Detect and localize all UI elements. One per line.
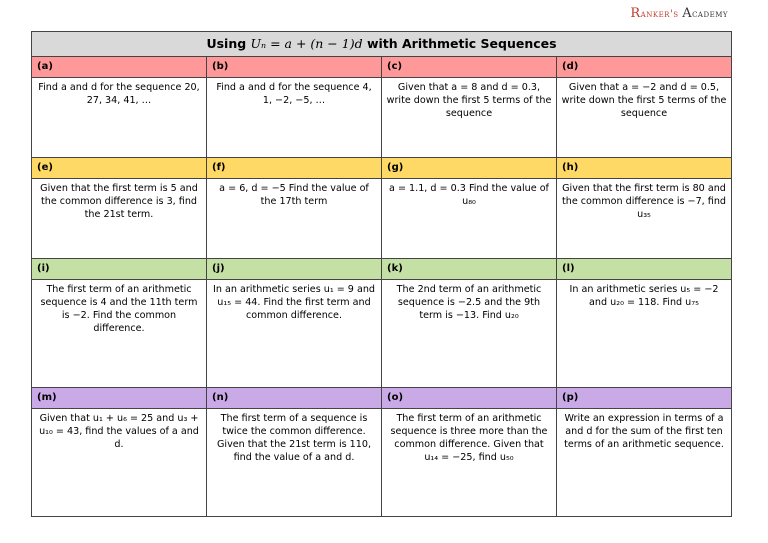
- label-m: (m): [32, 388, 207, 409]
- question-f: a = 6, d = −5 Find the value of the 17th term: [207, 179, 382, 259]
- label-l: (l): [557, 259, 732, 280]
- question-l: In an arithmetic series u₅ = −2 and u₂₀ = 118. Find u₇₅: [557, 280, 732, 388]
- label-e: (e): [32, 158, 207, 179]
- title-suffix: with Arithmetic Sequences: [362, 36, 557, 51]
- label-f: (f): [207, 158, 382, 179]
- brand-initial-a: A: [682, 6, 693, 21]
- label-i: (i): [32, 259, 207, 280]
- question-m: Given that u₁ + u₆ = 25 and u₃ + u₁₀ = 43, find the values of a and d.: [32, 409, 207, 517]
- label-c: (c): [382, 57, 557, 78]
- title-formula: Uₙ = a + (n − 1)d: [250, 36, 363, 51]
- label-j: (j): [207, 259, 382, 280]
- question-e: Given that the first term is 5 and the common difference is 3, find the 21st term.: [32, 179, 207, 259]
- label-h: (h): [557, 158, 732, 179]
- label-o: (o): [382, 388, 557, 409]
- question-i: The first term of an arithmetic sequence is 4 and the 11th term is −2. Find the common difference.: [32, 280, 207, 388]
- question-a: Find a and d for the sequence 20, 27, 34, 41, …: [32, 78, 207, 158]
- question-d: Given that a = −2 and d = 0.5, write down the first 5 terms of the sequence: [557, 78, 732, 158]
- worksheet-table: [31, 31, 732, 517]
- question-p: Write an expression in terms of a and d for the sum of the first ten terms of an arithmetic sequence.: [557, 409, 732, 517]
- label-k: (k): [382, 259, 557, 280]
- label-a: (a): [32, 57, 207, 78]
- question-b: Find a and d for the sequence 4, 1, −2, −5, …: [207, 78, 382, 158]
- question-h: Given that the first term is 80 and the common difference is −7, find u₃₅: [557, 179, 732, 259]
- worksheet-title: [32, 32, 732, 57]
- label-p: (p): [557, 388, 732, 409]
- question-k: The 2nd term of an arithmetic sequence is −2.5 and the 9th term is −13. Find u₂₀: [382, 280, 557, 388]
- brand-word-academy: cademy: [692, 9, 728, 20]
- label-b: (b): [207, 57, 382, 78]
- brand-word-rankers: anker's: [640, 9, 679, 20]
- question-n: The first term of a sequence is twice the common difference. Given that the 21st term is 110, find the value of a and d.: [207, 409, 382, 517]
- question-c: Given that a = 8 and d = 0.3, write down the first 5 terms of the sequence: [382, 78, 557, 158]
- brand-initial-r: R: [630, 6, 641, 21]
- question-o: The first term of an arithmetic sequence is three more than the common difference. Given that u₁₄ = −25, find u₅₀: [382, 409, 557, 517]
- title-prefix: Using: [206, 36, 251, 51]
- label-g: (g): [382, 158, 557, 179]
- question-j: In an arithmetic series u₁ = 9 and u₁₅ = 44. Find the first term and common difference.: [207, 280, 382, 388]
- label-n: (n): [207, 388, 382, 409]
- label-d: (d): [557, 57, 732, 78]
- brand-logo: [630, 6, 728, 21]
- question-g: a = 1.1, d = 0.3 Find the value of u₈₀: [382, 179, 557, 259]
